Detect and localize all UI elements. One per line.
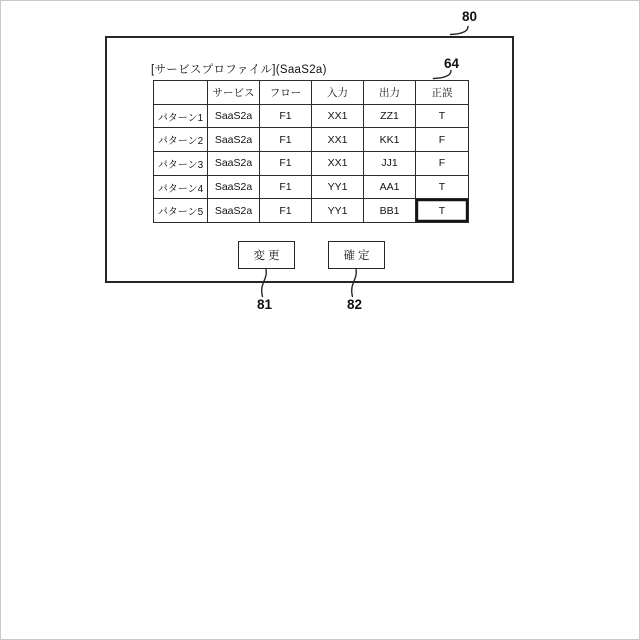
cell-service: SaaS2a: [208, 128, 260, 152]
cell-output: JJ1: [364, 152, 416, 176]
leader-line-80: [449, 26, 471, 36]
cell-result[interactable]: F: [416, 128, 469, 152]
ref-label-81: 81: [257, 297, 273, 312]
cell-service: SaaS2a: [208, 152, 260, 176]
table-row-pattern3: [154, 152, 469, 176]
ref-label-82: 82: [347, 297, 363, 312]
ref-label-80: 80: [462, 9, 478, 24]
header-cell-result: 正誤: [416, 81, 469, 105]
cell-service: SaaS2a: [208, 199, 260, 223]
row-label: パターン2: [154, 128, 208, 152]
cell-input: XX1: [312, 128, 364, 152]
row-label: パターン4: [154, 175, 208, 199]
header-cell-flow: フロー: [260, 81, 312, 105]
row-label: パターン3: [154, 152, 208, 176]
leader-line-64: [432, 70, 454, 80]
change-button[interactable]: 変更: [238, 241, 295, 269]
row-label: パターン1: [154, 104, 208, 128]
leader-line-82: [343, 269, 367, 298]
cell-output: KK1: [364, 128, 416, 152]
header-cell-input: 入力: [312, 81, 364, 105]
cell-flow: F1: [260, 128, 312, 152]
table-row-pattern1: [154, 104, 469, 128]
cell-output: ZZ1: [364, 104, 416, 128]
cell-flow: F1: [260, 175, 312, 199]
header-cell-service: サービス: [208, 81, 260, 105]
cell-output: AA1: [364, 175, 416, 199]
cell-result[interactable]: T: [416, 175, 469, 199]
screen-title: [サービスプロファイル](SaaS2a): [151, 64, 327, 76]
cell-service: SaaS2a: [208, 104, 260, 128]
cell-output: BB1: [364, 199, 416, 223]
confirm-button[interactable]: 確定: [328, 241, 385, 269]
header-cell-output: 出力: [364, 81, 416, 105]
cell-input: XX1: [312, 152, 364, 176]
cell-flow: F1: [260, 104, 312, 128]
service-profile-table: [153, 80, 469, 223]
cell-flow: F1: [260, 199, 312, 223]
cell-result[interactable]: F: [416, 152, 469, 176]
cell-service: SaaS2a: [208, 175, 260, 199]
row-label: パターン5: [154, 199, 208, 223]
cell-flow: F1: [260, 152, 312, 176]
table-row-pattern4: [154, 175, 469, 199]
table-row-pattern2: [154, 128, 469, 152]
header-cell-empty: [154, 81, 208, 105]
cell-result[interactable]: T: [416, 104, 469, 128]
table-header-row: [154, 81, 469, 105]
cell-input: YY1: [312, 199, 364, 223]
cell-input: YY1: [312, 175, 364, 199]
table-row-pattern5: [154, 199, 469, 223]
cell-input: XX1: [312, 104, 364, 128]
cell-result-selected[interactable]: T: [416, 199, 469, 223]
leader-line-81: [253, 269, 277, 298]
ref-label-64: 64: [444, 56, 460, 71]
